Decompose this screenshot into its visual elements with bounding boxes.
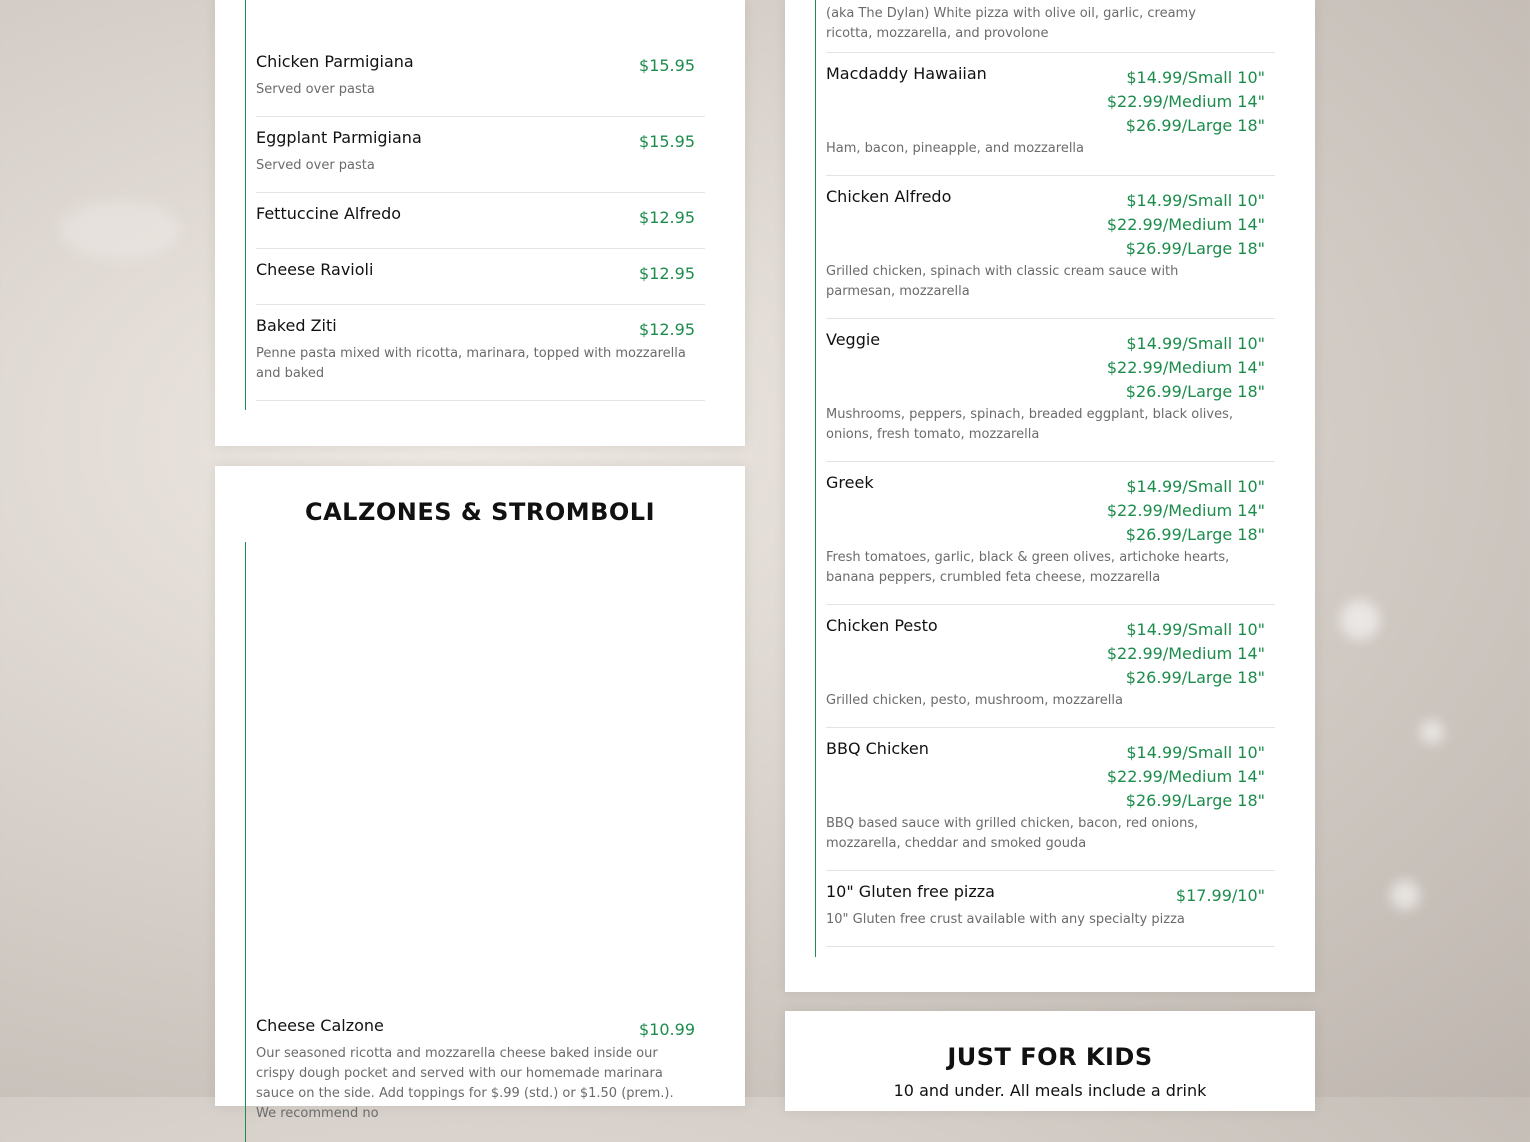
item-description: Grilled chicken, pesto, mushroom, mozzarella xyxy=(826,693,1123,708)
item-name: Greek xyxy=(826,473,874,492)
item-price: $14.99/Small 10" xyxy=(1126,334,1265,353)
menu-item[interactable] xyxy=(256,1016,705,1136)
item-name: Chicken Alfredo xyxy=(826,187,952,206)
item-price: $26.99/Large 18" xyxy=(1125,239,1265,258)
pasta-card xyxy=(215,0,745,446)
item-price: $22.99/Medium 14" xyxy=(1106,92,1265,111)
pizza-card xyxy=(785,0,1315,992)
item-description: 10" Gluten free crust available with any specialty pizza xyxy=(826,912,1185,927)
item-name: BBQ Chicken xyxy=(826,739,929,758)
item-name: Chicken Pesto xyxy=(826,616,938,635)
section-subtitle: 10 and under. All meals include a drink xyxy=(893,1081,1207,1100)
section-title: JUST FOR KIDS xyxy=(947,1043,1153,1071)
item-description: Penne pasta mixed with ricotta, marinara, topped with mozzarella and baked xyxy=(256,346,686,381)
item-description: Grilled chicken, spinach with classic cream sauce with parmesan, mozzarella xyxy=(826,264,1179,299)
menu-item[interactable] xyxy=(826,0,1275,53)
item-name: Cheese Calzone xyxy=(256,1016,384,1035)
item-price: $15.95 xyxy=(639,132,695,151)
item-price: $26.99/Large 18" xyxy=(1125,525,1265,544)
item-price: $22.99/Medium 14" xyxy=(1106,644,1265,663)
menu-item[interactable] xyxy=(826,882,1275,947)
item-price: $26.99/Large 18" xyxy=(1125,116,1265,135)
item-description: Served over pasta xyxy=(256,82,375,97)
item-price: $26.99/Large 18" xyxy=(1125,382,1265,401)
menu-item[interactable] xyxy=(826,330,1275,462)
item-name: Baked Ziti xyxy=(256,316,337,335)
item-name: Veggie xyxy=(826,330,881,349)
item-name: Macdaddy Hawaiian xyxy=(826,64,987,83)
calzones-card xyxy=(215,466,745,1121)
item-price: $12.95 xyxy=(639,264,695,283)
menu-item[interactable] xyxy=(256,204,705,249)
item-price: $22.99/Medium 14" xyxy=(1106,358,1265,377)
background-bokeh xyxy=(1340,600,1380,640)
item-price: $10.99 xyxy=(639,1020,695,1039)
item-price: $14.99/Small 10" xyxy=(1126,743,1265,762)
item-price: $12.95 xyxy=(639,208,695,227)
menu-item[interactable] xyxy=(826,64,1275,176)
item-price: $14.99/Small 10" xyxy=(1126,477,1265,496)
item-price: $22.99/Medium 14" xyxy=(1106,501,1265,520)
item-name: Eggplant Parmigiana xyxy=(256,128,422,147)
item-description: Fresh tomatoes, garlic, black & green olives, artichoke hearts, banana peppers, crumbled feta cheese, mozzarella xyxy=(826,550,1230,585)
item-price: $26.99/Large 18" xyxy=(1125,791,1265,810)
section-title: CALZONES & STROMBOLI xyxy=(304,498,656,526)
item-description: Ham, bacon, pineapple, and mozzarella xyxy=(826,141,1085,156)
item-name: Chicken Parmigiana xyxy=(256,52,414,71)
background-bokeh xyxy=(1420,720,1444,744)
item-price: $14.99/Small 10" xyxy=(1126,191,1265,210)
item-description: Mushrooms, peppers, spinach, breaded eggplant, black olives, onions, fresh tomato, mozzarella xyxy=(826,407,1234,442)
item-price: $26.99/Large 18" xyxy=(1125,668,1265,687)
item-description: BBQ based sauce with grilled chicken, bacon, red onions, mozzarella, cheddar and smoked gouda xyxy=(826,816,1199,851)
menu-item[interactable] xyxy=(826,739,1275,871)
menu-item[interactable] xyxy=(826,616,1275,728)
calzones-items xyxy=(245,542,706,1142)
item-price: $14.99/Small 10" xyxy=(1126,620,1265,639)
kids-card xyxy=(785,1011,1315,1111)
pasta-items xyxy=(245,0,706,410)
item-description: (aka The Dylan) White pizza with olive oil, garlic, creamy ricotta, mozzarella, and provolone xyxy=(826,6,1196,41)
item-price: $22.99/Medium 14" xyxy=(1106,767,1265,786)
background-bokeh xyxy=(60,200,180,260)
item-price: $17.99/10" xyxy=(1175,886,1265,905)
menu-item[interactable] xyxy=(256,260,705,305)
menu-item[interactable] xyxy=(256,52,705,117)
item-name: 10" Gluten free pizza xyxy=(826,882,995,901)
item-name: Fettuccine Alfredo xyxy=(256,204,402,223)
pizza-items xyxy=(815,0,1276,957)
item-price: $15.95 xyxy=(639,56,695,75)
menu-item[interactable] xyxy=(256,128,705,193)
item-name: Cheese Ravioli xyxy=(256,260,374,279)
item-price: $22.99/Medium 14" xyxy=(1106,215,1265,234)
menu-item[interactable] xyxy=(826,187,1275,319)
item-price: $14.99/Small 10" xyxy=(1126,68,1265,87)
item-description: Served over pasta xyxy=(256,158,375,173)
item-price: $12.95 xyxy=(639,320,695,339)
menu-item[interactable] xyxy=(256,316,705,401)
item-description: Our seasoned ricotta and mozzarella cheese baked inside our crispy dough pocket and served with our homemade marinara sauce on the side. Add toppings for $.99 (std.) or $1.50 (prem.). We recommend no xyxy=(256,1046,674,1121)
menu-item[interactable] xyxy=(826,473,1275,605)
background-bokeh xyxy=(1390,880,1420,910)
